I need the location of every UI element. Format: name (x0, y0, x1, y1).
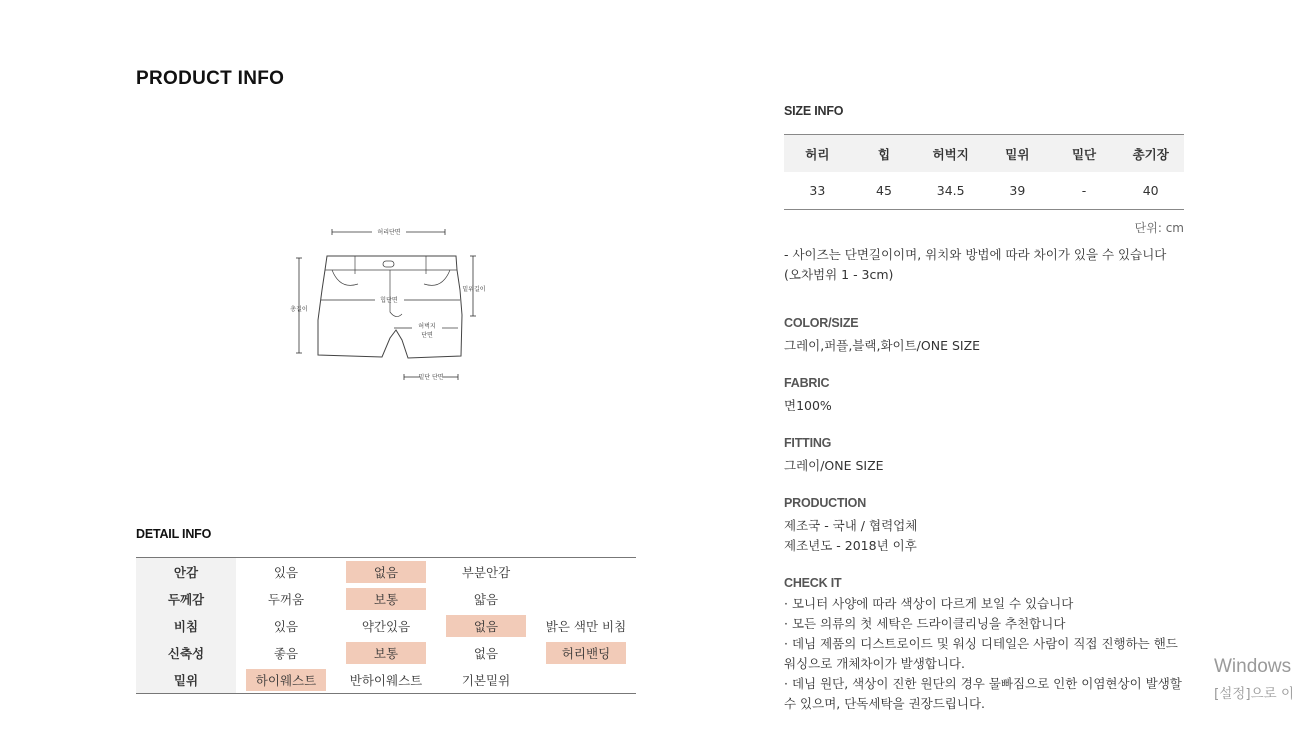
size-value-cell: 45 (876, 183, 892, 198)
button-detail (383, 261, 394, 267)
size-note (784, 245, 1204, 285)
detail-row-thickness (136, 585, 636, 612)
size-value-cell: - (1081, 183, 1087, 198)
detail-option-selected: 없음 (346, 561, 426, 583)
detail-option-selected: 하이웨스트 (246, 669, 326, 691)
detail-row-rise (136, 666, 636, 693)
detail-option: 기본밑위 (461, 672, 511, 688)
detail-row-label: 비침 (136, 612, 236, 639)
size-note-line: (오차범위 1 - 3cm) (784, 267, 894, 282)
detail-row-label: 밑위 (136, 666, 236, 693)
detail-option: 반하이웨스트 (349, 672, 423, 688)
color-size-value: 그레이,퍼플,블랙,화이트/ONE SIZE (784, 338, 981, 353)
check-it-list (784, 594, 1189, 714)
detail-option (546, 561, 626, 583)
detail-option: 두꺼움 (267, 591, 305, 607)
fitting-title: FITTING (784, 436, 832, 450)
size-header-cell: 힙 (877, 146, 891, 162)
detail-info-table (136, 557, 636, 694)
detail-option: 약간있음 (361, 618, 411, 634)
detail-option: 부분안감 (461, 564, 511, 580)
size-info-title: SIZE INFO (784, 104, 844, 118)
production-title: PRODUCTION (784, 496, 867, 510)
product-info-title: PRODUCT INFO (136, 68, 285, 89)
check-it-title: CHECK IT (784, 576, 842, 590)
waist-label: 허리단면 (377, 229, 401, 236)
detail-option (546, 588, 626, 610)
size-value-cell: 33 (809, 183, 826, 198)
check-it-item: · 데님 제품의 디스트로이드 및 워싱 디테일은 사람이 직접 진행하는 핸드워싱으로 개체차이가 발생합니다. (784, 636, 1178, 671)
size-note-line: - 사이즈는 단면길이이며, 위치와 방법에 따라 차이가 있을 수 있습니다 (784, 247, 1167, 262)
size-value-cell: 39 (1009, 183, 1026, 198)
size-unit-label: 단위: cm (1134, 221, 1184, 235)
fabric-value: 면100% (784, 398, 832, 413)
check-it-item: · 모든 의류의 첫 세탁은 드라이클리닝을 추천합니다 (784, 616, 1066, 631)
detail-option: 좋음 (273, 645, 299, 661)
shorts-size-diagram (280, 220, 500, 395)
size-value-cell: 34.5 (936, 183, 965, 198)
color-size-title: COLOR/SIZE (784, 316, 859, 330)
detail-option-selected: 허리밴딩 (546, 642, 626, 664)
detail-option: 있음 (273, 564, 299, 580)
thigh-label: 허벅지 (418, 323, 436, 330)
fabric-title: FABRIC (784, 376, 830, 390)
size-header-cell: 허벅지 (932, 146, 969, 162)
fitting-value: 그레이/ONE SIZE (784, 458, 884, 473)
detail-row-label: 신축성 (136, 639, 236, 666)
detail-option (546, 669, 626, 691)
detail-row-lining (136, 558, 636, 585)
production-line: 제조국 - 국내 / 협력업체 (784, 518, 918, 533)
detail-option-selected: 보통 (346, 642, 426, 664)
svg-text:단면: 단면 (421, 332, 433, 339)
rise-label: 밑위길이 (462, 286, 486, 293)
production-line: 제조년도 - 2018년 이후 (784, 538, 917, 553)
windows-watermark: Windows (1214, 656, 1292, 677)
length-label: 총길이 (290, 306, 308, 313)
size-table-header (784, 135, 1184, 172)
size-header-cell: 밑위 (1005, 146, 1030, 162)
hem-label: 밑단 단면 (418, 374, 444, 381)
detail-option: 밝은 색만 비침 (545, 618, 627, 634)
detail-option-selected: 없음 (446, 615, 526, 637)
detail-option: 있음 (273, 618, 299, 634)
detail-option: 없음 (473, 645, 499, 661)
size-info-table (784, 134, 1184, 210)
check-it-item: · 데님 원단, 색상이 진한 원단의 경우 물빠짐으로 인한 이염현상이 발생할 수 있으며, 단독세탁을 권장드립니다. (784, 676, 1182, 711)
detail-option-selected: 보통 (346, 588, 426, 610)
size-table-row (784, 172, 1184, 209)
hip-label: 힙단면 (380, 297, 398, 304)
size-header-cell: 밑단 (1071, 146, 1097, 162)
detail-row-label: 안감 (136, 558, 236, 585)
detail-info-title: DETAIL INFO (136, 527, 212, 541)
size-value-cell: 40 (1142, 183, 1159, 198)
detail-row-label: 두께감 (136, 585, 236, 612)
size-header-cell: 총기장 (1132, 146, 1169, 162)
detail-row-stretch (136, 639, 636, 666)
size-header-cell: 허리 (805, 146, 830, 162)
detail-option: 얇음 (473, 591, 499, 607)
detail-row-sheerness (136, 612, 636, 639)
windows-watermark-sub: [설정]으로 이 (1214, 686, 1294, 702)
check-it-item: · 모니터 사양에 따라 색상이 다르게 보일 수 있습니다 (784, 596, 1074, 611)
